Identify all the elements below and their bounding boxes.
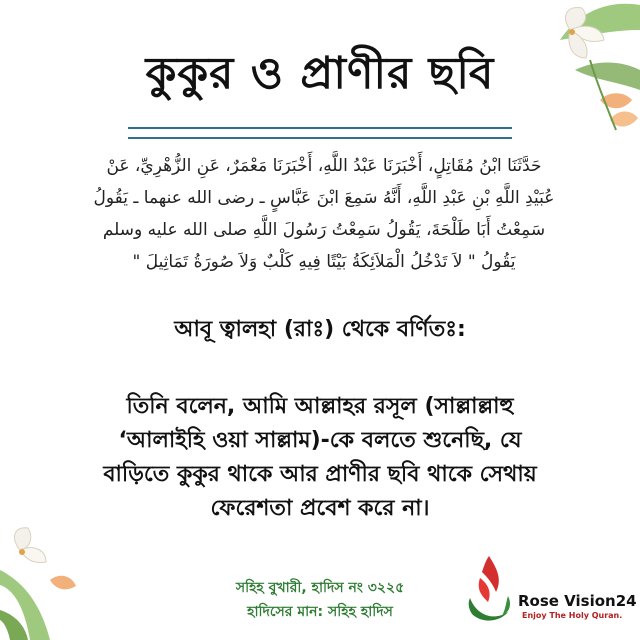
arabic-line: عُبَيْدِ اللَّهِ بْنِ عَبْدِ اللَّهِ، أَنَّهُ سَمِعَ ابْنَ عَبَّاسٍ ـ رضى الله عنهما ـ يَقُولُ [93,188,555,208]
lily-flower-decoration [0,510,120,640]
reference-source: সহিহ বুখারী, হাদিস নং ৩২২৫ [235,580,405,596]
arabic-line: يَقُولُ " لاَ تَدْخُلُ الْمَلاَئِكَةُ بَيْتًا فِيهِ كَلْبٌ وَلاَ صُورَةُ تَمَاثِيلَ " [132,252,516,272]
rose-flame-icon [462,552,516,628]
arabic-hadith-text [64,150,584,278]
title-divider [128,127,512,129]
translation-line: তিনি বলেন, আমি আল্লাহর রসূল (সাল্লাল্লাহু [126,394,514,419]
page-title: কুকুর ও প্রাণীর ছবি [145,48,495,99]
hadith-reference [200,576,440,624]
translation-line: ফেরেশতা প্রবেশ করে না। [210,496,430,521]
arabic-line: سَمِعْتُ أَبَا طَلْحَةَ، يَقُولُ سَمِعْتُ رَسُولَ اللَّهِ صلى الله عليه وسلم [102,220,546,240]
title-divider [128,137,512,139]
translation-line: ‘আলাইহি ওয়া সাল্লাম)-কে বলতে শুনেছি, যে [118,428,522,453]
narrator-heading: আবূ ত্বালহা (রাঃ) থেকে বর্ণিতঃ: [174,317,466,342]
brand-tagline: Enjoy The Holy Quran. [522,611,623,620]
reference-grade: হাদিসের মান: সহিহ হাদিস [247,604,393,620]
brand-logo [462,552,637,632]
arabic-line: حَدَّثَنَا ابْنُ مُقَاتِلٍ، أَخْبَرَنَا عَبْدُ اللَّهِ، أَخْبَرَنَا مَعْمَرٌ، عَنِ الزُّهْرِيِّ، عَنْ [106,156,542,176]
translation-line: বাড়িতে কুকুর থাকে আর প্রাণীর ছবি থাকে সেথায় [103,462,537,487]
brand-name: Rose Vision24 [518,592,637,610]
hadith-translation [50,390,590,526]
